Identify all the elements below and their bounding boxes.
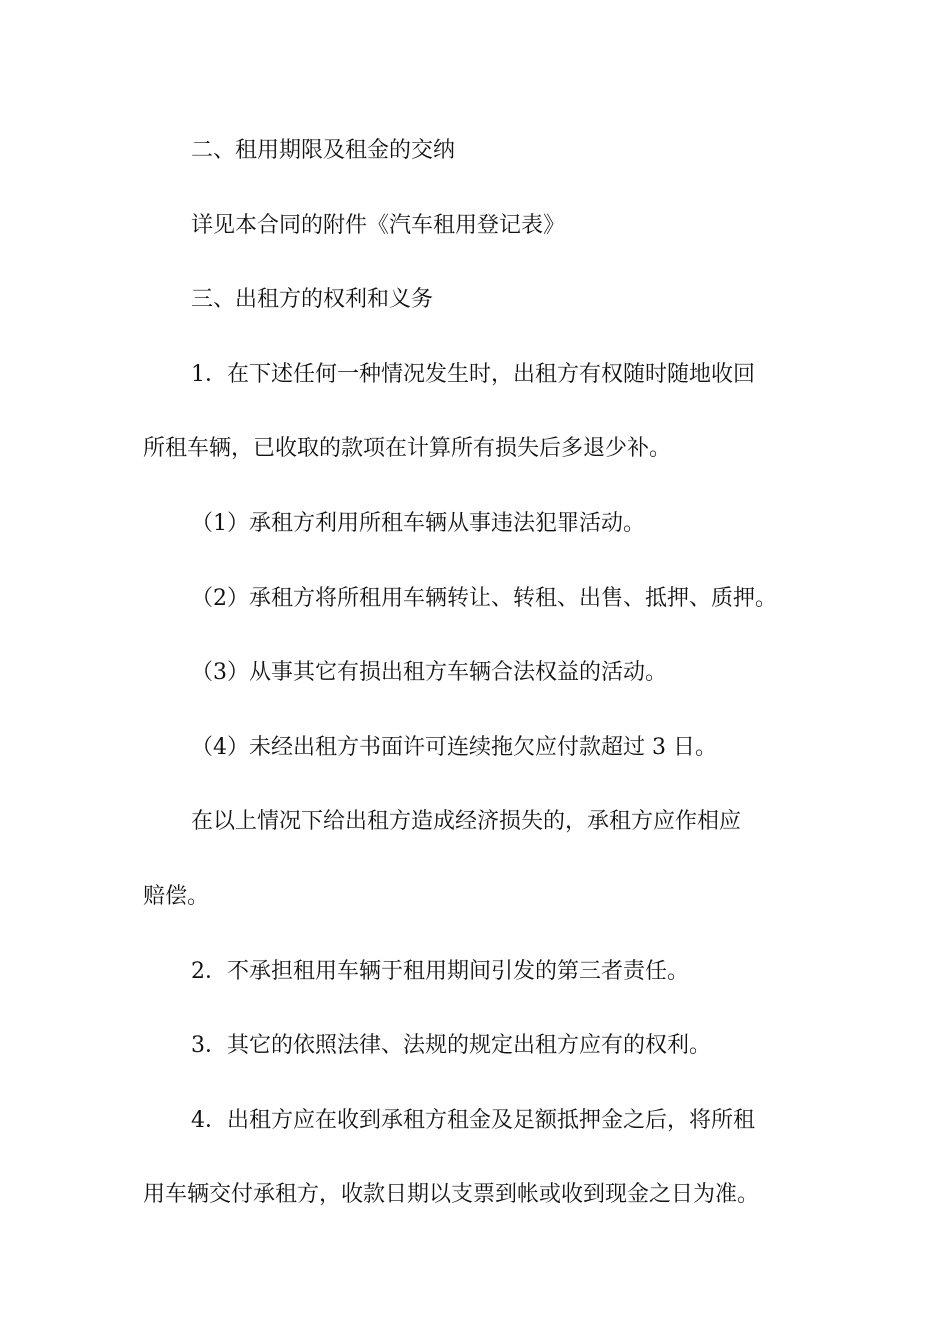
paragraph-line: 3．其它的依照法律、法规的规定出租方应有的权利。 bbox=[191, 1033, 711, 1059]
document-body bbox=[143, 128, 815, 1247]
paragraph-line: 1．在下述任何一种情况发生时，出租方有权随时随地收回 bbox=[191, 361, 755, 387]
list-item: （4）未经出租方书面许可连续拖欠应付款超过 3 日。 bbox=[191, 734, 717, 760]
paragraph-line: 详见本合同的附件《汽车租用登记表》 bbox=[191, 212, 566, 238]
paragraph-line: 4．出租方应在收到承租方租金及足额抵押金之后，将所租 bbox=[191, 1107, 755, 1133]
paragraph-line: 在以上情况下给出租方造成经济损失的，承租方应作相应 bbox=[191, 809, 742, 835]
section-heading-lease-term: 二、租用期限及租金的交纳 bbox=[191, 138, 456, 163]
paragraph-line: 赔偿。 bbox=[143, 883, 210, 909]
section-heading-lessor-rights: 三、出租方的权利和义务 bbox=[191, 287, 434, 313]
list-item: （3）从事其它有损出租方车辆合法权益的活动。 bbox=[191, 660, 667, 686]
paragraph-line: 所租车辆，已收取的款项在计算所有损失后多退少补。 bbox=[143, 436, 672, 462]
list-item: （1）承租方利用所租车辆从事违法犯罪活动。 bbox=[191, 510, 645, 536]
list-item: （2）承租方将所租用车辆转让、转租、出售、抵押、质押。 bbox=[191, 585, 777, 611]
paragraph-line: 用车辆交付承租方，收款日期以支票到帐或收到现金之日为准。 bbox=[143, 1182, 760, 1208]
paragraph-line: 2．不承担租用车辆于租用期间引发的第三者责任。 bbox=[191, 958, 689, 984]
